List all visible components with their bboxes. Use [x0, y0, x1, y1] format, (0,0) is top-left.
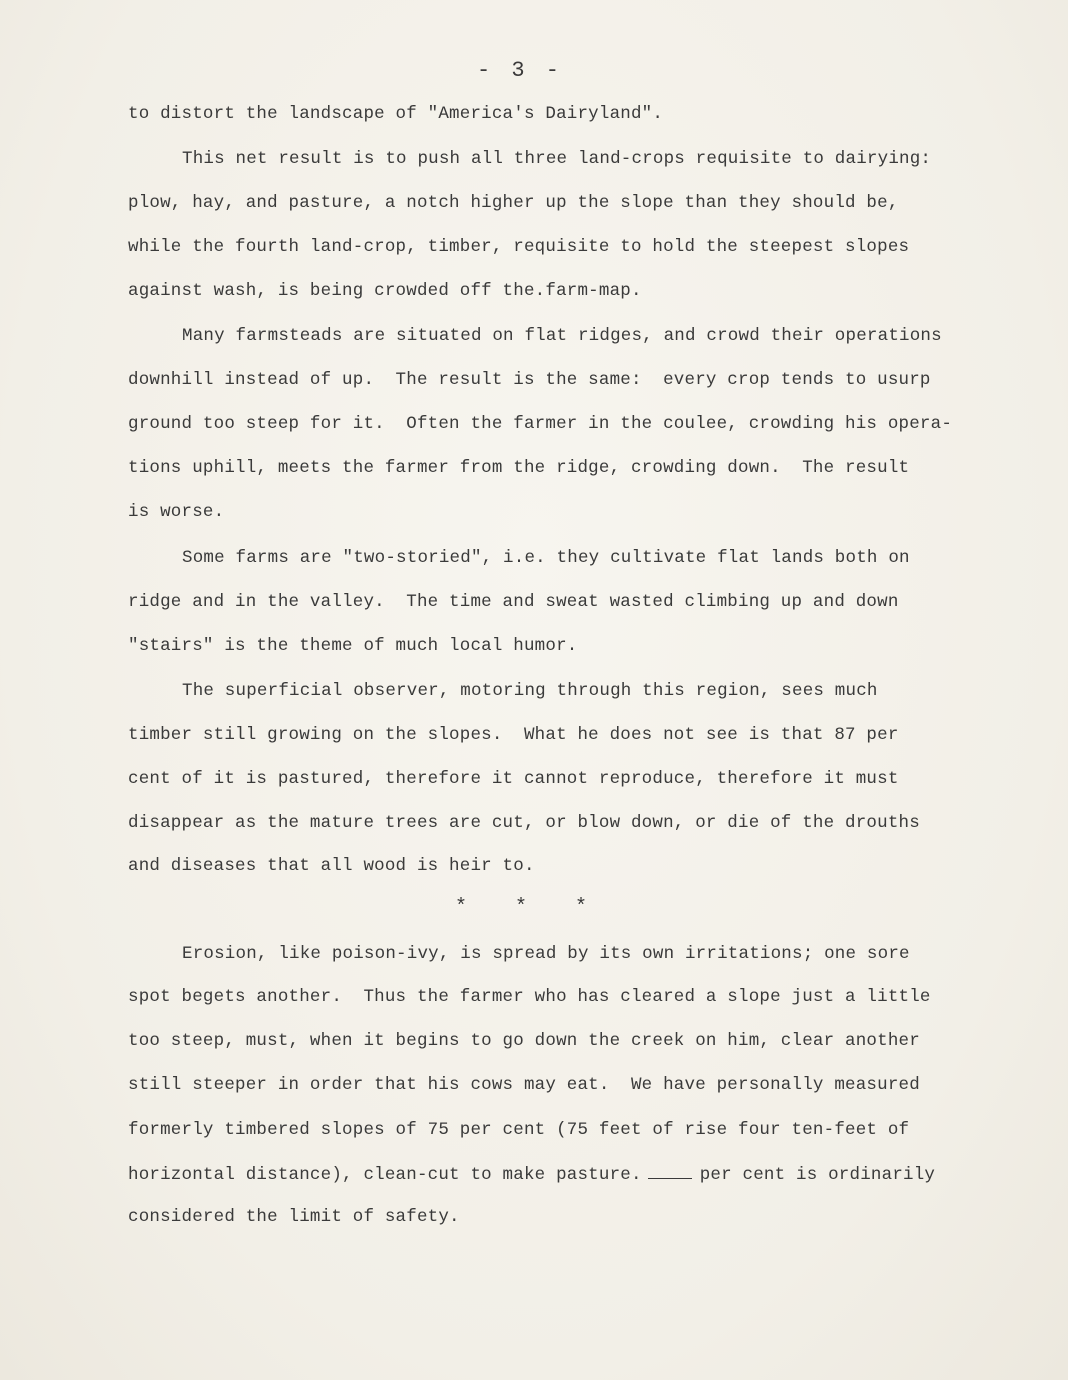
section-separator: * * * [455, 896, 588, 919]
text-line: against wash, is being crowded off the.farm-map. [128, 281, 642, 301]
text-line: plow, hay, and pasture, a notch higher up the slope than they should be, [128, 193, 899, 213]
text-line: too steep, must, when it begins to go down the creek on him, clear another [128, 1031, 920, 1051]
text-line: ridge and in the valley. The time and sweat wasted climbing up and down [128, 592, 899, 612]
text-line: cent of it is pastured, therefore it cannot reproduce, therefore it must [128, 769, 899, 789]
text-line: spot begets another. Thus the farmer who has cleared a slope just a little [128, 987, 931, 1007]
text-fragment: per cent is ordinarily [699, 1165, 936, 1185]
text-line: formerly timbered slopes of 75 per cent (75 feet of rise four ten-feet of [128, 1120, 910, 1140]
text-line: Some farms are "two-storied", i.e. they cultivate flat lands both on [182, 548, 910, 568]
text-line: Many farmsteads are situated on flat ridges, and crowd their operations [182, 326, 942, 346]
text-line: The superficial observer, motoring through this region, sees much [182, 681, 878, 701]
text-line-with-blank [128, 1164, 935, 1185]
text-line: while the fourth land-crop, timber, requisite to hold the steepest slopes [128, 237, 910, 257]
text-line: to distort the landscape of "America's Dairyland". [128, 104, 664, 124]
text-line: Erosion, like poison-ivy, is spread by its own irritations; one sore [182, 944, 910, 964]
text-line: downhill instead of up. The result is the same: every crop tends to usurp [128, 370, 931, 390]
text-line: "stairs" is the theme of much local humor. [128, 636, 578, 656]
text-line: This net result is to push all three land-crops requisite to dairying: [182, 149, 932, 169]
text-line: still steeper in order that his cows may eat. We have personally measured [128, 1075, 920, 1095]
text-line: and diseases that all wood is heir to. [128, 856, 535, 876]
text-line: is worse. [128, 502, 225, 522]
fill-in-blank [648, 1164, 692, 1179]
text-line: timber still growing on the slopes. What he does not see is that 87 per [128, 725, 899, 745]
text-line: ground too steep for it. Often the farmer in the coulee, crowding his opera- [128, 414, 953, 434]
text-line: considered the limit of safety. [128, 1207, 460, 1227]
text-line: disappear as the mature trees are cut, or blow down, or die of the drouths [128, 813, 920, 833]
text-line: tions uphill, meets the farmer from the ridge, crowding down. The result [128, 458, 910, 478]
page-number: - 3 - [476, 58, 563, 83]
text-fragment: horizontal distance), clean-cut to make pasture. [128, 1165, 642, 1185]
